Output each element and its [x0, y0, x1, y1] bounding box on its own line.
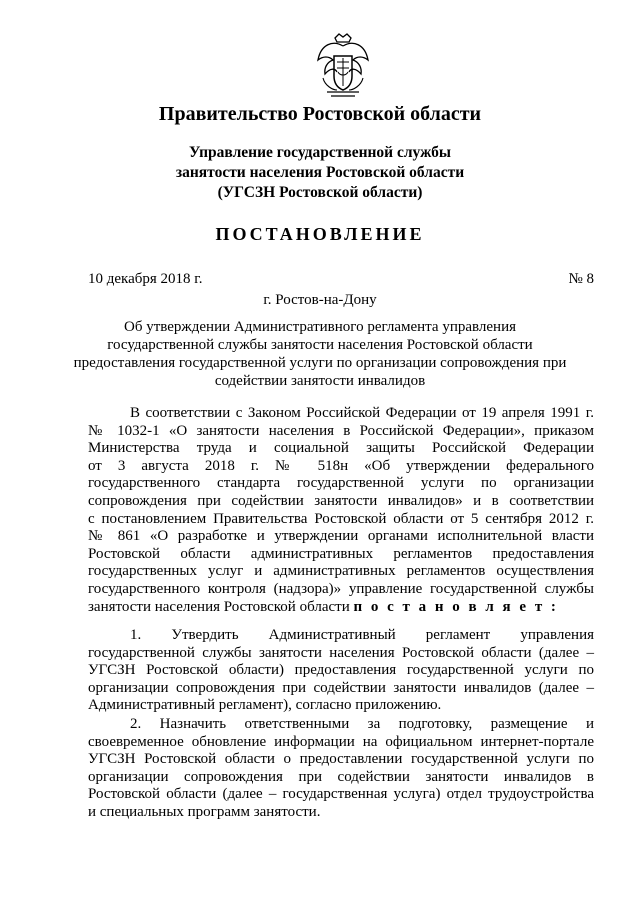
- preamble-line: государственного контроля (надзора)» управление государственной службы: [88, 580, 594, 597]
- preamble-line: сопровождения при содействии занятости инвалидов» и в соответствии: [88, 492, 594, 509]
- preamble-line: от 3 августа 2018 г. № 518н «Об утверждении федерального: [88, 457, 594, 474]
- preamble-line: государственного стандарта государственной услуги по организации: [88, 475, 594, 492]
- document-city: г. Ростов-на-Дону: [263, 292, 377, 308]
- government-name: Правительство Ростовской области: [158, 103, 482, 125]
- preamble-line: Министерства труда и социальной защиты Российской Федерации: [88, 440, 594, 457]
- item-1-paragraph: [88, 627, 594, 715]
- preamble-line: № 1032-1 «О занятости населения в Российской Федерации», приказом: [88, 422, 594, 439]
- preamble-line: В соответствии с Законом Российской Федерации от 19 апреля 1991 г.: [130, 405, 594, 421]
- item-2-line: 2. Назначить ответственными за подготовку, размещение и: [130, 716, 594, 732]
- preamble-line: № 861 «О разработке и утверждении органами исполнительной власти: [88, 528, 594, 545]
- item-2-line: организации сопровождения при содействии занятости инвалидов в: [88, 768, 594, 785]
- preamble-line: с постановлением Правительства Ростовской области от 5 сентября 2012 г.: [88, 510, 594, 527]
- item-2-line: своевременное обновление информации на официальном интернет-портале: [88, 733, 594, 750]
- item-2-line: Ростовской области (далее – государственная услуга) отдел трудоустройства: [88, 786, 594, 803]
- item-2-paragraph: [88, 716, 594, 822]
- subject-line-1: Об утверждении Административного регламента управления: [123, 319, 516, 335]
- subject-line-2: государственной службы занятости населения Ростовской области: [107, 337, 533, 353]
- preamble-line: Ростовской области административных регламентов предоставления: [88, 545, 594, 562]
- preamble-line: государственных услуг и административных регламентов осуществления: [88, 563, 594, 580]
- department-line-3: (УГСЗН Ростовской области): [217, 184, 423, 201]
- item-1-line: 1. Утвердить Административный регламент управления: [130, 627, 594, 643]
- item-2-last-line: и специальных программ занятости.: [88, 803, 321, 820]
- item-2-line: УГСЗН Ростовской области о предоставлении государственной услуги по: [88, 751, 594, 768]
- preamble-paragraph: [88, 405, 594, 616]
- date-number-row: [88, 271, 594, 288]
- subject-line-4: содействии занятости инвалидов: [214, 373, 426, 389]
- preamble-last-line: [88, 599, 594, 617]
- document-type-title: ПОСТАНОВЛЕНИЕ: [215, 224, 425, 244]
- decree-word: п о с т а н о в л я е т :: [353, 598, 559, 615]
- coat-of-arms-icon: [315, 32, 371, 100]
- preamble-last-text: занятости населения Ростовской области: [88, 598, 350, 615]
- document-number: № 8: [568, 271, 594, 287]
- subject-line-3: предоставления государственной услуги по организации сопровождения при: [73, 355, 567, 371]
- department-line-2: занятости населения Ростовской области: [175, 164, 465, 181]
- item-1-line: государственной службы занятости населения Ростовской области (далее –: [88, 644, 594, 661]
- item-1-last-line: Административный регламент), согласно приложению.: [88, 697, 442, 714]
- department-line-1: Управление государственной службы: [189, 144, 451, 161]
- document-date: 10 декабря 2018 г.: [88, 271, 203, 287]
- item-1-line: УГСЗН Ростовской области) предоставления государственной услуги по: [88, 662, 594, 679]
- item-1-line: организации сопровождения при содействии занятости инвалидов (далее –: [88, 679, 594, 696]
